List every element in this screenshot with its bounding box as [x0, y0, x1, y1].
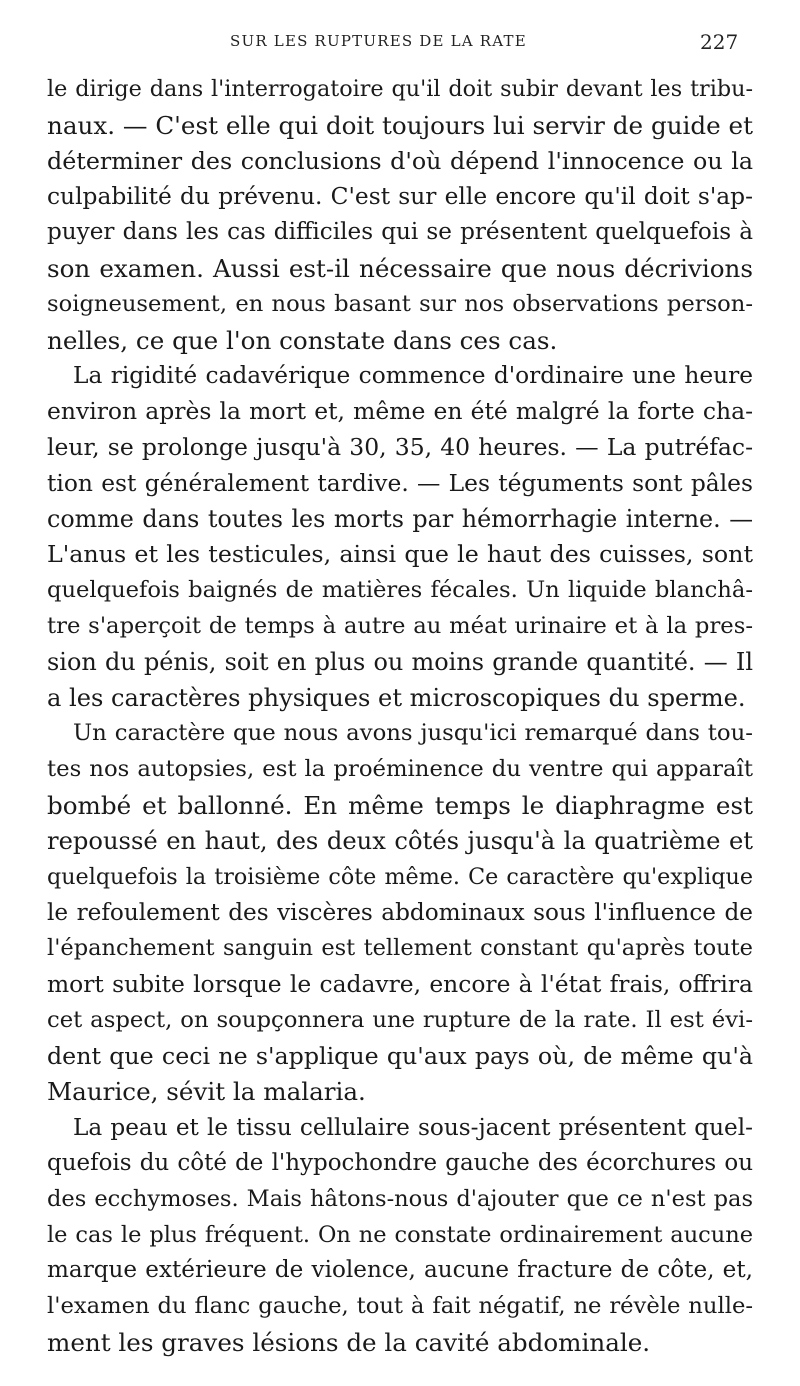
body-text [47, 72, 753, 1361]
running-title: SUR LES RUPTURES DE LA RATE [230, 32, 527, 50]
page-number: 227 [700, 30, 739, 54]
page-header [0, 30, 800, 60]
text-line: déterminer des conclusions d'où dépend l'innocence ou la [47, 146, 753, 175]
text-line: L'anus et les testicules, ainsi que le haut des cuisses, sont [47, 540, 753, 569]
text-line: mort subite lorsque le cadavre, encore à l'état frais, offrira [47, 969, 753, 998]
text-line: quelquefois la troisième côte même. Ce caractère qu'explique [47, 863, 753, 890]
text-line: a les caractères physiques et microscopiques du sperme. [47, 683, 746, 712]
text-line: repoussé en haut, des deux côtés jusqu'à la quatrième et [47, 826, 753, 855]
text-line: culpabilité du prévenu. C'est sur elle encore qu'il doit s'ap- [47, 183, 753, 211]
text-line: l'épanchement sanguin est tellement constant qu'après toute [47, 935, 753, 962]
paragraph [47, 72, 753, 358]
text-line: naux. — C'est elle qui doit toujours lui servir de guide et [47, 110, 753, 140]
text-line: Maurice, sévit la malaria. [47, 1077, 366, 1107]
paragraph [47, 1110, 753, 1361]
text-line: puyer dans les cas difficiles qui se présentent quelquefois à [47, 219, 753, 246]
text-line: le dirige dans l'interrogatoire qu'il doit subir devant les tribu- [47, 76, 753, 102]
text-line: le cas le plus fréquent. On ne constate ordinairement aucune [47, 1221, 753, 1248]
text-line: quefois du côté de l'hypochondre gauche des écorchures ou [47, 1149, 753, 1176]
text-line: La rigidité cadavérique commence d'ordinaire une heure [73, 362, 753, 390]
text-line: La peau et le tissu cellulaire sous-jacent présentent quel- [73, 1114, 753, 1142]
text-line: quelquefois baignés de matières fécales. Un liquide blanchâ- [47, 577, 753, 604]
text-line: bombé et ballonné. En même temps le diaphragme est [47, 790, 753, 820]
text-line: des ecchymoses. Mais hâtons-nous d'ajouter que ce n'est pas [47, 1185, 753, 1212]
text-line: le refoulement des viscères abdominaux sous l'influence de [47, 899, 753, 927]
paragraph [47, 716, 753, 1110]
paragraph [47, 358, 753, 716]
text-line: soigneusement, en nous basant sur nos observations person- [47, 290, 753, 317]
text-line: son examen. Aussi est-il nécessaire que nous décrivions [47, 253, 753, 283]
text-line: tion est généralement tardive. — Les téguments sont pâles [47, 468, 753, 497]
text-line: Un caractère que nous avons jusqu'ici remarqué dans tou- [73, 720, 753, 747]
text-line: environ après la mort et, même en été malgré la forte cha- [47, 397, 753, 426]
text-line: nelles, ce que l'on constate dans ces cas. [47, 325, 558, 355]
text-line: cet aspect, on soupçonnera une rupture de la rate. Il est évi- [47, 1006, 753, 1033]
text-line: sion du pénis, soit en plus ou moins grande quantité. — Il [47, 647, 753, 676]
text-line: l'examen du flanc gauche, tout à fait négatif, ne révèle nulle- [47, 1293, 753, 1320]
text-line: tre s'aperçoit de temps à autre au méat urinaire et à la pres- [47, 612, 753, 639]
text-line: marque extérieure de violence, aucune fracture de côte, et, [47, 1257, 753, 1284]
text-line: ment les graves lésions de la cavité abdominale. [47, 1327, 651, 1357]
text-line: comme dans toutes les morts par hémorrhagie interne. — [47, 504, 753, 533]
text-line: tes nos autopsies, est la proéminence du ventre qui apparaît [47, 756, 753, 783]
text-line: leur, se prolonge jusqu'à 30, 35, 40 heures. — La putréfac- [47, 432, 753, 461]
text-line: dent que ceci ne s'applique qu'aux pays où, de même qu'à [47, 1041, 753, 1070]
